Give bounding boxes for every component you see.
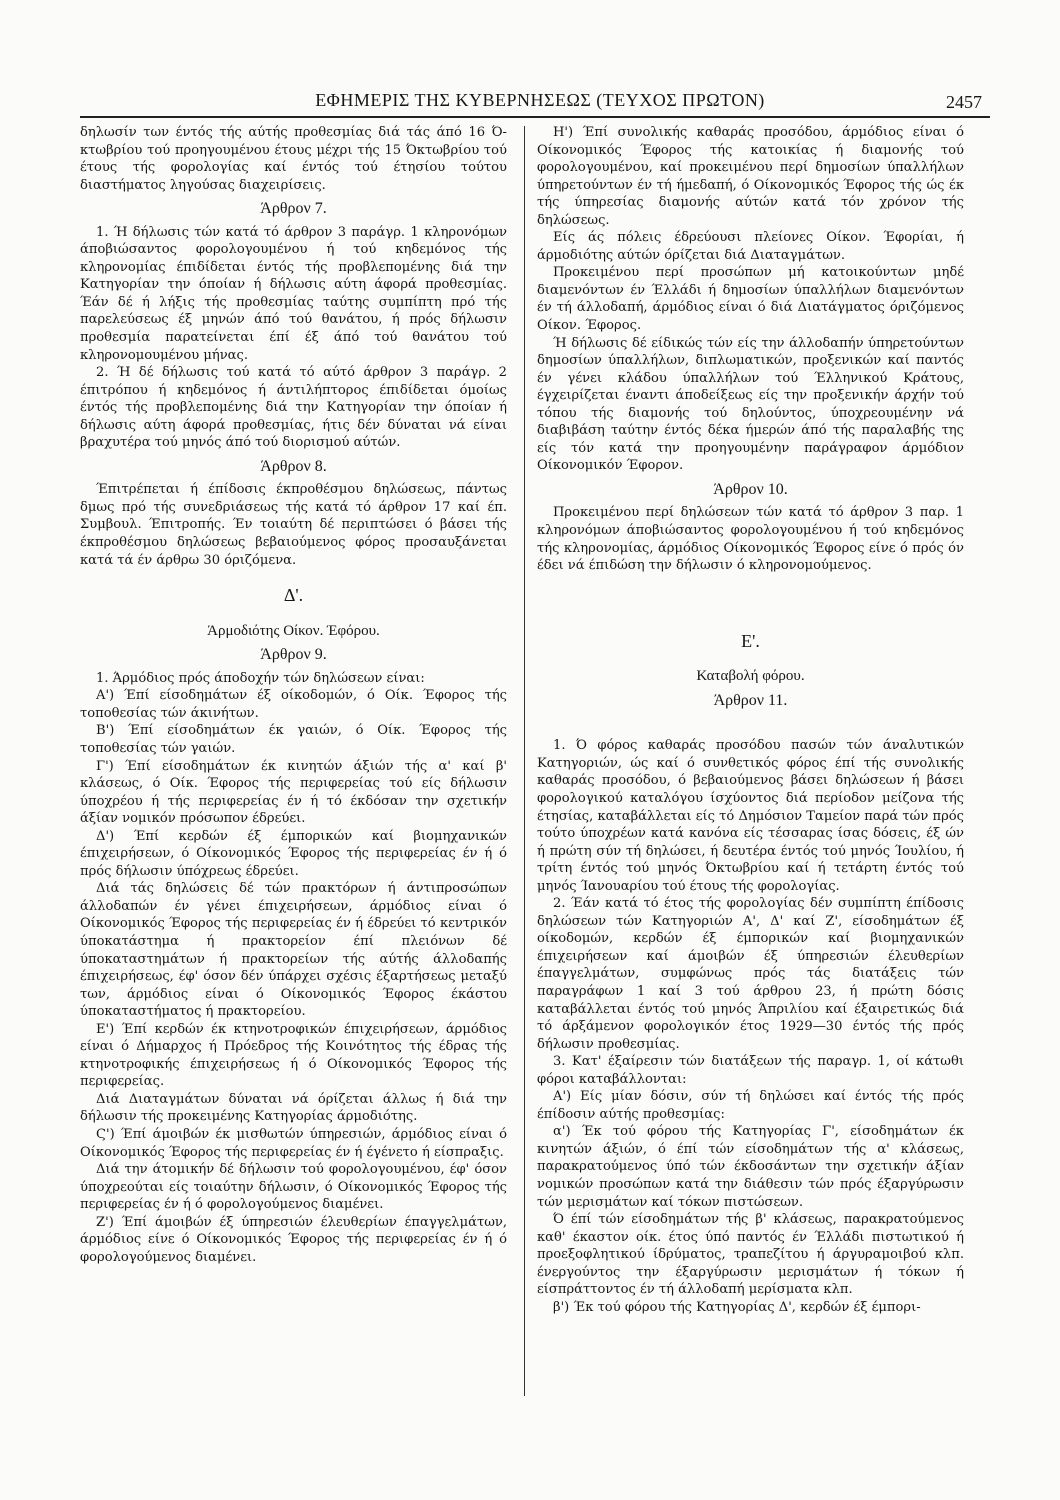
- paragraph: Διά την άτομικήν δέ δήλωσιν τού φορολογουμένου, έφ' όσον ύποχρεούται είς τοιαύτην δήλωσιν, ό Οίκονομικός Έφορος τής περιφερείας έν ή ό φορολογούμενος διαμένει.: [80, 1162, 507, 1213]
- paragraph: 1. Ό φόρος καθαράς προσόδου πασών τών άναλυτικών Κατηγοριών, ώς καί ό συνθετικός φόρος έπί τής συνολικής καθαράς προσόδου, ό βεβαιούμενος βάσει δηλώσεων ή βάσει φορολογικού καταλόγου ίσχύοντος διά περίοδον μείζονα τής έτησίας, καταβάλλεται είς τό Δημόσιον Ταμείον παρά τών πρός τούτο ύποχρέων κατά κανόνα είς τέσσαρας ίσας δόσεις, έξ ών ή πρώτη σύν τή δηλώσει, ή δευτέρα έντός τού μηνός Ίουλίου, ή τρίτη έντός τού μηνός Όκτωβρίου καί ή τετάρτη έντός τού μηνός Ίανουαρίου τού έτους τής φορολογίας.: [537, 738, 964, 894]
- left-column: [80, 124, 507, 1266]
- paragraph: Έπιτρέπεται ή έπίδοσις έκπροθέσμου δηλώσεως, πάντως δμως πρό τής συνεδριάσεως τής κατά τό άρθρον 17 καί έπ. Συμβουλ. Έπιτροπής. Έν τοιαύτη δέ περιπτώσει ό βάσει τής έκπροθέσμου δηλώσεως βεβαιούμενος φόρος προσαυξάνεται κατά τά έν άρθρω 30 όριζόμενα.: [80, 482, 507, 568]
- paragraph: 2. Έάν κατά τό έτος τής φορολογίας δέν συμπίπτη έπίδοσις δηλώσεων τών Κατηγοριών Α', Δ' καί Ζ', είσοδημάτων έξ οίκοδομών, κερδών έξ έμπορικών καί βιομηχανικών έπιχειρήσεων καί άμοιβών έξ ύπηρεσιών έλευθερίων έπαγγελμάτων, συμφώνως πρός τάς διατάξεις τών παραγράφων 1 καί 3 τού άρθρου 23, ή πρώτη δόσις καταβάλλεται έντός τού μηνός Άπριλίου καί έξαιρετικώς διά τό άρξάμενον φορολογικόν έτος 1929—30 έντός τής πρός δήλωσιν προθεσμίας.: [537, 896, 964, 1052]
- paragraph: 2. Ή δέ δήλωσις τού κατά τό αύτό άρθρον 3 παράγρ. 2 έπιτρόπου ή κηδεμόνος ή άντιλήπτορος έπιδίδεται όμοίως έντός τής προβλεπομένης διά την Κατηγορίαν την όποίαν ή δήλωσις αύτη άφορά προθεσμίας, ήτις δέν δύναται νά είναι βραχυτέρα τού μηνός άπό τού διορισμού αύτών.: [80, 365, 507, 451]
- paragraph: δηλωσίν των έντός τής αύτής προθεσμίας διά τάς άπό 16 Ό-κτωβρίου τού προηγουμένου έτους μέχρι τής 15 Όκτωβρίου τού έτους τής φορολογίας καί έντός τού έτησίου τούτου διαστήματος ληγούσας διαχειρίσεις.: [80, 125, 507, 193]
- article-11-heading: Άρθρον 11.: [713, 691, 788, 709]
- paragraph: Ζ') Έπί άμοιβών έξ ύπηρεσιών έλευθερίων έπαγγελμάτων, άρμόδιος είνε ό Οίκονομικός Έφορος τής περιφερείας έν ή ό φορολογούμενος διαμένει.: [80, 1214, 507, 1265]
- paragraph: Η') Έπί συνολικής καθαράς προσόδου, άρμόδιος είναι ό Οίκονομικός Έφορος τής κατοικίας ή διαμονής τού φορολογουμένου, καί προκειμένου περί δημοσίων ύπαλλήλων ύπηρετούντων έν τή ήμεδαπή, ό Οίκονομικός Έφορος τής ώς έκ τής ύπηρεσίας διαμονής αύτών κατά τόν χρόνον τής δηλώσεως.: [537, 125, 964, 228]
- section-d-subtitle: Άρμοδιότης Οίκον. Έφόρου.: [207, 622, 380, 639]
- paragraph: Δ') Έπί κερδών έξ έμπορικών καί βιομηχανικών έπιχειρήσεων, ό Οίκονομικός Έφορος τής περιφερείας έν ή ό πρός δήλωσιν ύπόχρεως έδρεύει.: [80, 828, 507, 879]
- right-column: [537, 124, 964, 1316]
- section-e-heading: Ε'.: [741, 630, 760, 651]
- paragraph: Προκειμένου περί προσώπων μή κατοικούντων μηδέ διαμενόντων έν Έλλάδι ή δημοσίων ύπαλλήλων διαμενόντων έν τή άλλοδαπή, άρμόδιος είναι ό διά Διατάγματος όριζόμενος Οίκον. Έφορος.: [537, 265, 964, 334]
- paragraph: Α') Έπί είσοδημάτων έξ οίκοδομών, ό Οίκ. Έφορος τής τοποθεσίας τών άκινήτων.: [80, 688, 507, 721]
- column-divider: [524, 126, 525, 1396]
- paragraph: Ϛ') Έπί άμοιβών έκ μισθωτών ύπηρεσιών, άρμόδιος είναι ό Οίκονομικός Έφορος τής περιφερείας έν ή έγένετο ή είσπραξις.: [80, 1126, 507, 1160]
- paragraph: Διά τάς δηλώσεις δέ τών πρακτόρων ή άντιπροσώπων άλλοδαπών έν γένει έπιχειρήσεων, άρμόδιος είναι ό Οίκονομικός Έφορος τής περιφερείας έν ή έδρεύει τό κεντρικόν ύποκατάστημα ή πρακτορείον έπί πλειόνων δέ ύποκαταστημάτων ή πρακτορείων τής αύτής άλλοδαπής έπιχειρήσεως, έφ' όσον δέν ύπάρχει σχέσις έξαρτήσεως μεταξύ των, άρμόδιος είναι ό Οίκονομικός Έφορος έκάστου ύποκαταστήματος ή πρακτορείου.: [80, 881, 507, 1020]
- paragraph: Είς άς πόλεις έδρεύουσι πλείονες Οίκον. Έφορίαι, ή άρμοδιότης αύτών όρίζεται διά Διαταγμάτων.: [537, 230, 964, 263]
- article-8-heading: Άρθρον 8.: [260, 457, 327, 475]
- paragraph: 1. Ή δήλωσις τών κατά τό άρθρον 3 παράγρ. 1 κληρονόμων άποβιώσαντος φορολογουμένου ή τού κηδεμόνος τής κληρονομίας έπιδίδεται έντός τής προβλεπομένης διά την Κατηγορίαν την όποίαν ή δήλωσις αύτη άφορά προθεσμίας. Έάν δέ ή λήξις τής προθεσμίας ταύτης συμπίπτη πρό τής παρελεύσεως έξ μηνών άπό τού θανάτου, ή πρός δήλωσιν προθεσμία παρατείνεται έπί έξ άπό τού θανάτου τού κληρονομουμένου μήνας.: [80, 224, 507, 363]
- header-title: ΕΦΗΜΕΡΙΣ ΤΗΣ ΚΥΒΕΡΝΗΣΕΩΣ (ΤΕΥΧΟΣ ΠΡΩΤΟΝ): [315, 90, 765, 110]
- paragraph: α') Έκ τού φόρου τής Κατηγορίας Γ', είσοδημάτων έκ κινητών άξιών, ό έπί τών είσοδημάτων τής α' κλάσεως, παρακρατούμενος ύπό τών έκδοσάντων την σχετικήν άξίαν νομικών προσώπων κατά την διάθεσιν τών πρός έξαργύρωσιν τών μερισμάτων καί τόκων πιστώσεων.: [537, 1124, 964, 1210]
- paragraph: Ε') Έπί κερδών έκ κτηνοτροφικών έπιχειρήσεων, άρμόδιος είναι ό Δήμαρχος ή Πρόεδρος τής Κοινότητος τής έδρας τής κτηνοτροφικής έπιχειρήσεως ή ό Οίκονομικός Έφορος τής περιφερείας.: [80, 1021, 507, 1090]
- article-7-heading: Άρθρον 7.: [260, 200, 327, 218]
- article-9-heading: Άρθρον 9.: [260, 646, 327, 664]
- paragraph: Ή δήλωσις δέ είδικώς τών είς την άλλοδαπήν ύπηρετούντων δημοσίων ύπαλλήλων, διπλωματικών, προξενικών καί παντός έν γένει κλάδου ύπαλλήλων τού Έλληνικού Κράτους, έγχειρίζεται έναντι άποδείξεως είς την προξενικήν άρχήν τού τόπου τής διαμονής τού δηλούντος, ύποχρεουμένην νά διαβιβάση ταύτην έντός δέκα ήμερών άπό τής παραλαβής της είς τόν κατά την προηγουμένην παράγραφον άρμόδιον Οίκονομικόν Έφορον.: [537, 335, 964, 474]
- paragraph: β') Έκ τού φόρου τής Κατηγορίας Δ', κερδών έξ έμπορι-: [553, 1299, 921, 1315]
- section-e-subtitle: Καταβολή φόρου.: [696, 668, 805, 685]
- paragraph: 1. Άρμόδιος πρός άποδοχήν τών δηλώσεων είναι:: [96, 670, 425, 686]
- article-10-heading: Άρθρον 10.: [713, 480, 788, 498]
- paragraph: Προκειμένου περί δηλώσεων τών κατά τό άρθρον 3 παρ. 1 κληρονόμων άποβιώσαντος φορολογουμένου ή τού κηδεμόνος τής κληρονομίας, άρμόδιος Οίκονομικός Έφορος είνε ό πρός όν έδει νά έπιδώση την δήλωσιν ό κληρονομούμενος.: [537, 505, 964, 574]
- paragraph: Γ') Έπί είσοδημάτων έκ κινητών άξιών τής α' καί β' κλάσεως, ό Οίκ. Έφορος τής περιφερείας τού είς δήλωσιν ύποχρέου ή τής περιφερείας έν ή τό έκδόσαν την σχετικήν άξίαν νομικόν πρόσωπον έδρεύει.: [80, 758, 507, 827]
- paragraph: Ό έπί τών είσοδημάτων τής β' κλάσεως, παρακρατούμενος καθ' έκαστον οίκ. έτος ύπό παντός έν Έλλάδι πιστωτικού ή προεξοφλητικού ίδρύματος, τραπεζίτου ή άργυραμοιβού κλπ. ένεργούντος την έξαργύρωσιν μερισμάτων ή τόκων ή είσπράττοντος έν τή άλλοδαπή μερίσματα κλπ.: [537, 1212, 964, 1298]
- paragraph: Διά Διαταγμάτων δύναται νά όρίζεται άλλως ή διά την δήλωσιν τής προκειμένης Κατηγορίας άρμοδιότης.: [80, 1091, 507, 1125]
- page-number: 2457: [946, 92, 982, 112]
- paragraph: Α') Είς μίαν δόσιν, σύν τή δηλώσει καί έντός τής πρός έπίδοσιν αύτής προθεσμίας:: [537, 1089, 964, 1122]
- page-header: [80, 86, 990, 118]
- paragraph: 3. Κατ' έξαίρεσιν τών διατάξεων τής παραγρ. 1, οί κάτωθι φόροι καταβάλλονται:: [537, 1054, 964, 1087]
- section-d-heading: Δ'.: [283, 585, 304, 606]
- paragraph: Β') Έπί είσοδημάτων έκ γαιών, ό Οίκ. Έφορος τής τοποθεσίας τών γαιών.: [80, 723, 507, 756]
